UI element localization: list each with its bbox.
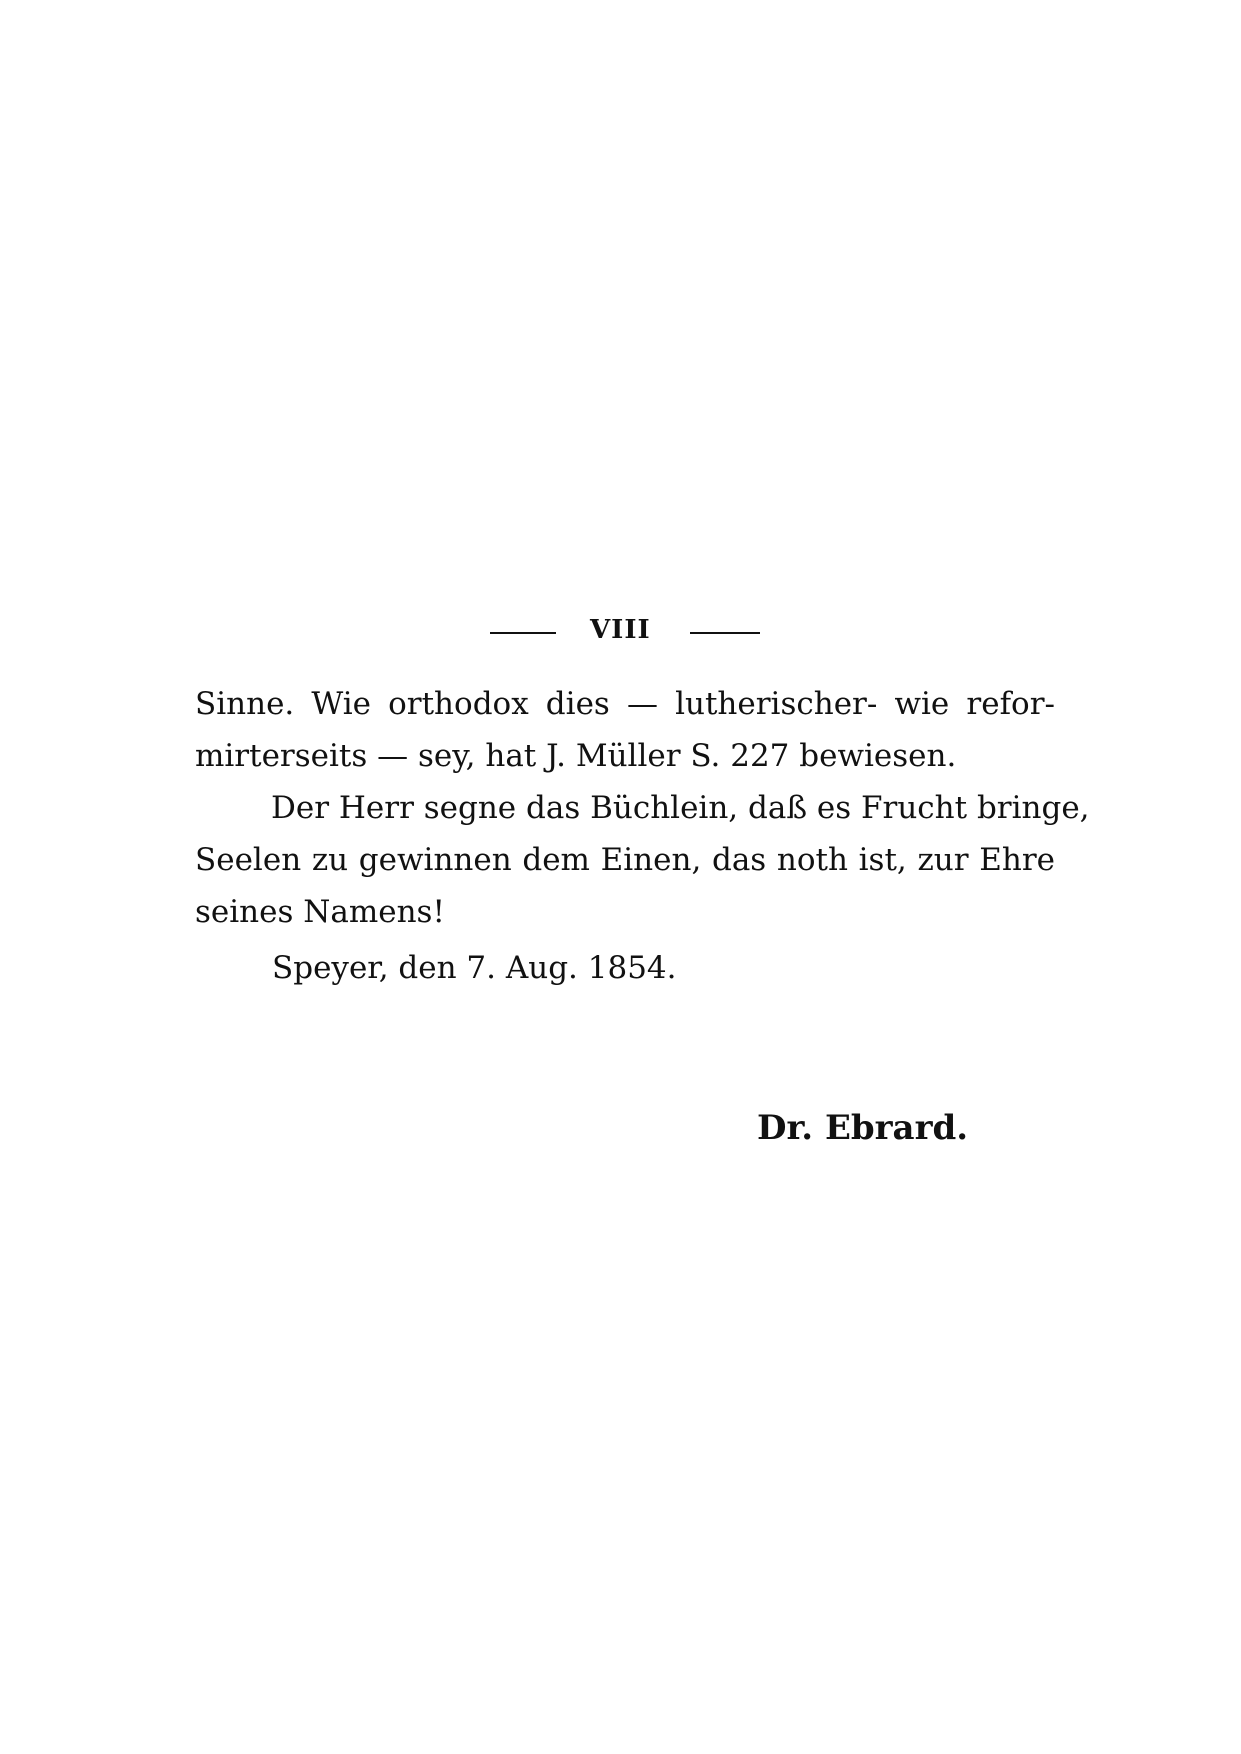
running-head: [0, 610, 1241, 650]
left-rule: [490, 632, 556, 634]
text-line: Seelen zu gewinnen dem Einen, das noth ist, zur Ehre: [195, 842, 1055, 878]
text-line: Der Herr segne das Büchlein, daß es Frucht bringe,: [271, 790, 1090, 826]
text-line: mirterseits — sey, hat J. Müller S. 227 bewiesen.: [195, 738, 957, 774]
right-rule: [690, 632, 760, 634]
text-line: seines Namens!: [195, 894, 445, 930]
text-line: Sinne. Wie orthodox dies — lutherischer- wie refor-: [195, 686, 1055, 722]
dateline: Speyer, den 7. Aug. 1854.: [272, 950, 677, 986]
author-signature: Dr. Ebrard.: [757, 1108, 969, 1148]
page-number: VIII: [590, 615, 651, 645]
body-text: [195, 678, 1090, 938]
